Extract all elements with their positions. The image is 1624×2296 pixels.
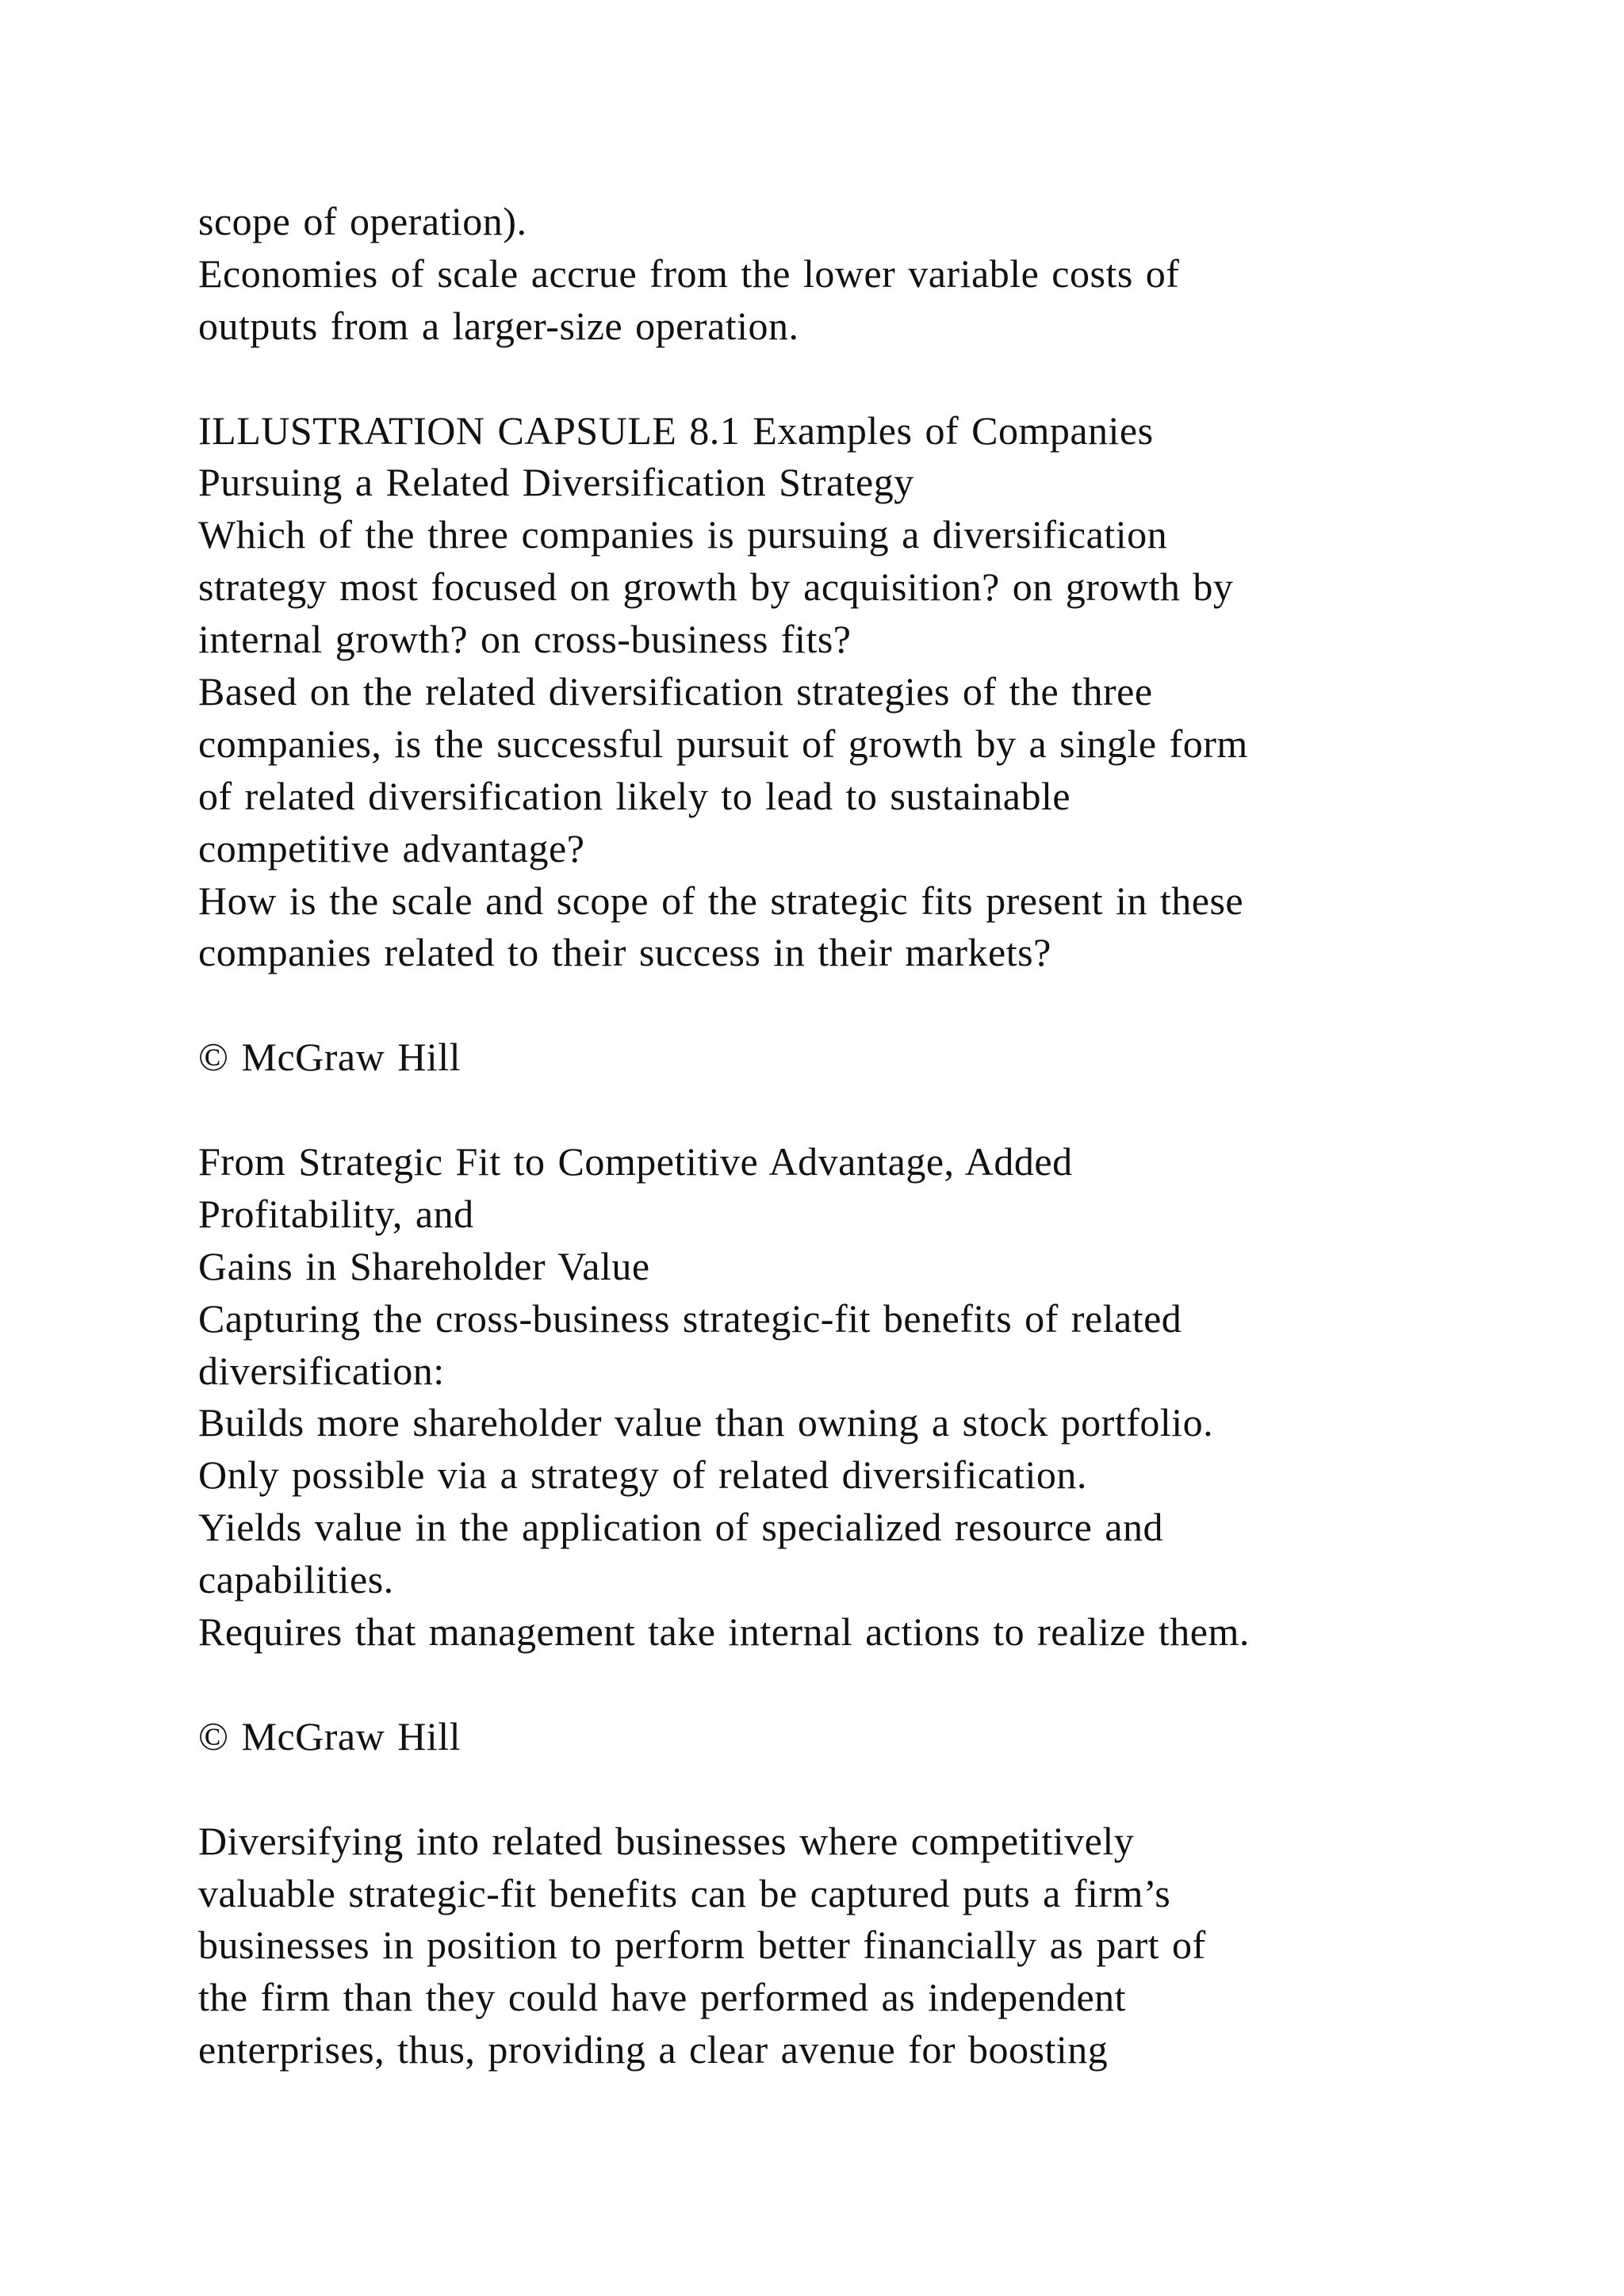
text-line: Builds more shareholder value than owning a stock portfolio.: [198, 1400, 1214, 1445]
text-line: Economies of scale accrue from the lower variable costs of: [198, 251, 1180, 296]
blank-line: [198, 1084, 1507, 1136]
text-line: Requires that management take internal actions to realize them.: [198, 1609, 1250, 1655]
blank-line: [198, 1763, 1507, 1816]
blank-line: [198, 1659, 1507, 1711]
section-heading-line: Profitability, and: [198, 1191, 474, 1236]
text-line: strategy most focused on growth by acquisition? on growth by: [198, 564, 1234, 610]
text-line: Diversifying into related businesses where competitively: [198, 1818, 1135, 1863]
text-line: How is the scale and scope of the strategic fits present in these: [198, 878, 1244, 923]
text-line: scope of operation).: [198, 199, 527, 243]
text-line: the firm than they could have performed as independent: [198, 1975, 1127, 2020]
text-line: Which of the three companies is pursuing a diversification: [198, 512, 1168, 557]
text-line: valuable strategic-fit benefits can be captured puts a firm’s: [198, 1870, 1171, 1915]
text-line: businesses in position to perform better financially as part of: [198, 1923, 1206, 1968]
document-text: [198, 196, 1507, 2076]
text-line: companies, is the successful pursuit of growth by a single form: [198, 721, 1248, 766]
blank-line: [198, 979, 1507, 1031]
blank-line: [198, 353, 1507, 405]
text-line: outputs from a larger-size operation.: [198, 303, 799, 348]
capsule-heading-line: ILLUSTRATION CAPSULE 8.1 Examples of Companies: [198, 408, 1154, 453]
copyright-line: © McGraw Hill: [198, 1713, 461, 1758]
copyright-line: © McGraw Hill: [198, 1035, 461, 1080]
text-line: companies related to their success in their markets?: [198, 930, 1051, 975]
text-line: Yields value in the application of specialized resource and: [198, 1505, 1163, 1550]
section-heading-line: Gains in Shareholder Value: [198, 1243, 650, 1288]
text-line: of related diversification likely to lead to sustainable: [198, 773, 1071, 818]
section-heading-line: From Strategic Fit to Competitive Advantage, Added: [198, 1139, 1073, 1184]
text-line: diversification:: [198, 1348, 445, 1393]
capsule-heading-line: Pursuing a Related Diversification Strategy: [198, 460, 914, 505]
text-line: Only possible via a strategy of related diversification.: [198, 1452, 1087, 1498]
text-line: Based on the related diversification strategies of the three: [198, 669, 1153, 714]
text-line: Capturing the cross-business strategic-fit benefits of related: [198, 1295, 1182, 1341]
text-line: enterprises, thus, providing a clear avenue for boosting: [198, 2027, 1109, 2072]
text-line: capabilities.: [198, 1557, 394, 1602]
text-line: competitive advantage?: [198, 825, 585, 871]
text-line: internal growth? on cross-business fits?: [198, 617, 852, 662]
